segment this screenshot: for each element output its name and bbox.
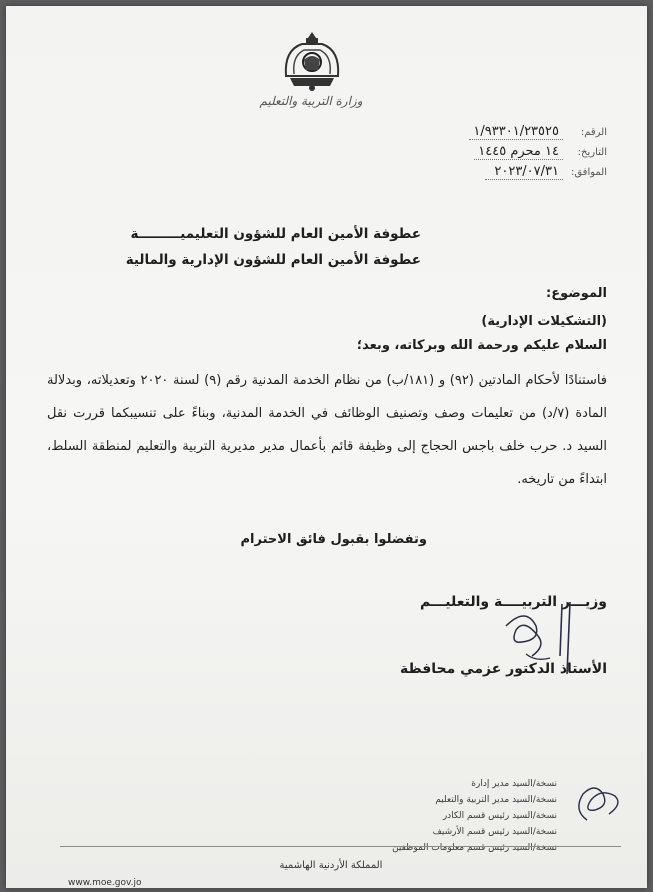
reference-date-value: ١٤ محرم ١٤٤٥ bbox=[474, 144, 563, 160]
subject-value: (التشكيلات الإدارية) bbox=[481, 314, 607, 329]
reference-block bbox=[469, 124, 607, 184]
copy-line: نسخة/السيد رئيس قسم الأرشيف bbox=[432, 827, 557, 837]
copy-line: نسخة/السيد رئيس قسم معلومات الموظفين bbox=[392, 843, 557, 853]
signatory-title: وزيـــر التربيــــة والتعليـــم bbox=[419, 594, 607, 610]
subject-label: الموضوع: bbox=[546, 286, 607, 301]
addressees bbox=[81, 221, 421, 273]
salutation: السلام عليكم ورحمة الله وبركاته، وبعد؛ bbox=[356, 338, 607, 353]
footer-country: المملكة الأردنية الهاشمية bbox=[279, 860, 383, 871]
subject-block bbox=[481, 280, 607, 336]
reference-corresponding-label: الموافق: bbox=[570, 167, 607, 178]
signatory-name: الأستاذ الدكتور عزمي محافظة bbox=[399, 661, 607, 677]
jordan-coat-of-arms-icon bbox=[280, 30, 344, 92]
copy-line: نسخة/السيد مدير التربية والتعليم bbox=[435, 795, 557, 805]
copy-line: نسخة/السيد رئيس قسم الكادر bbox=[442, 811, 557, 821]
copies-list bbox=[392, 776, 557, 856]
ministry-name: وزارة التربية والتعليم bbox=[259, 94, 363, 108]
addressee-line: عطوفة الأمين العام للشؤون الإدارية والمالية bbox=[125, 252, 421, 268]
copy-line: نسخة/السيد مدير إدارة bbox=[471, 779, 557, 789]
reference-date-label: التاريخ: bbox=[577, 147, 607, 158]
reference-number-label: الرقم: bbox=[580, 127, 607, 138]
footer-website: www.moe.gov.jo bbox=[68, 878, 142, 888]
letter-page bbox=[6, 6, 647, 888]
initials-signature bbox=[569, 780, 625, 826]
addressee-line: عطوفة الأمين العام للشؤون التعليميـــــــــة bbox=[130, 226, 421, 242]
letter-body: فاستنادًا لأحكام المادتين (٩٢) و (١٨١/ب) من نظام الخدمة المدنية رقم (٩) لسنة ٢٠٢٠ وتعديلاته، وبدلالة المادة (٧/د) من تعليمات وصف وتصنيف الوظائف في الخدمة المدنية، وبناءً على تنسيبكما قررت نقل السيد د. حرب خلف باجس الحجاج إلى وظيفة قائم بأعمال مدير مديرية التربية والتعليم لمنطقة السلط، ابتداءً من تاريخه. bbox=[47, 373, 608, 487]
closing-line: وتفضلوا بقبول فائق الاحترام bbox=[240, 532, 427, 547]
reference-corresponding-value: ٢٠٢٣/٠٧/٣١ bbox=[485, 164, 563, 180]
reference-number-value: ١/٩٣٣٠١/٢٣٥٢٥ bbox=[469, 124, 563, 140]
footer-divider bbox=[60, 846, 621, 847]
